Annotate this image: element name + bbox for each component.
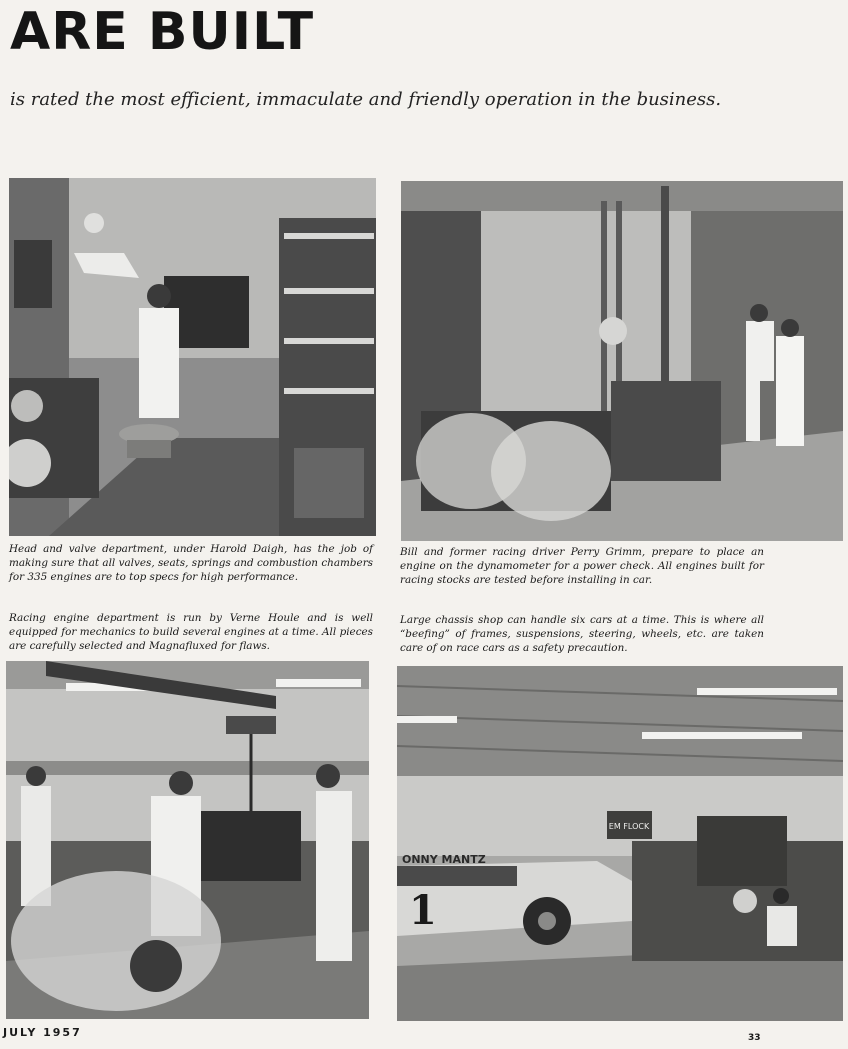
subhead: is rated the most efficient, immaculate and friendly operation in the business. xyxy=(10,89,722,110)
issue-date: JULY 1957 xyxy=(3,1026,82,1039)
caption-racing-engine-department: Racing engine department is run by Verne Houle and is well equipped for mechanics to build several engines at a time. All pieces are carefully selected and Magnafluxed for flaws. xyxy=(9,612,373,652)
photo-racing-engine-department xyxy=(6,661,369,1019)
shop-sign-text: EM FLOCK xyxy=(608,822,650,831)
car-lettering: ONNY MANTZ xyxy=(402,853,486,866)
caption-chassis-shop: Large chassis shop can handle six cars at a time. This is where all “beefing” of frames, suspensions, steering, wheels, etc. are taken care of on race cars as a safety precaution. xyxy=(400,614,764,654)
headline: ARE BUILT xyxy=(10,2,315,62)
page-number: 33 xyxy=(748,1033,761,1043)
photo-chassis-shop xyxy=(397,666,843,1021)
photo-head-valve-department xyxy=(9,178,376,536)
caption-dynamometer: Bill and former racing driver Perry Grimm, prepare to place an engine on the dynamometer for a power check. All engines built for racing stocks are tested before installing in car. xyxy=(400,546,764,586)
photo-dynamometer-room xyxy=(401,181,843,541)
caption-head-valve-department: Head and valve department, under Harold Daigh, has the job of making sure that all valves, seats, springs and combustion chambers for 335 engines are to top specs for high performance. xyxy=(9,543,373,583)
car-number: 1 xyxy=(409,887,437,934)
